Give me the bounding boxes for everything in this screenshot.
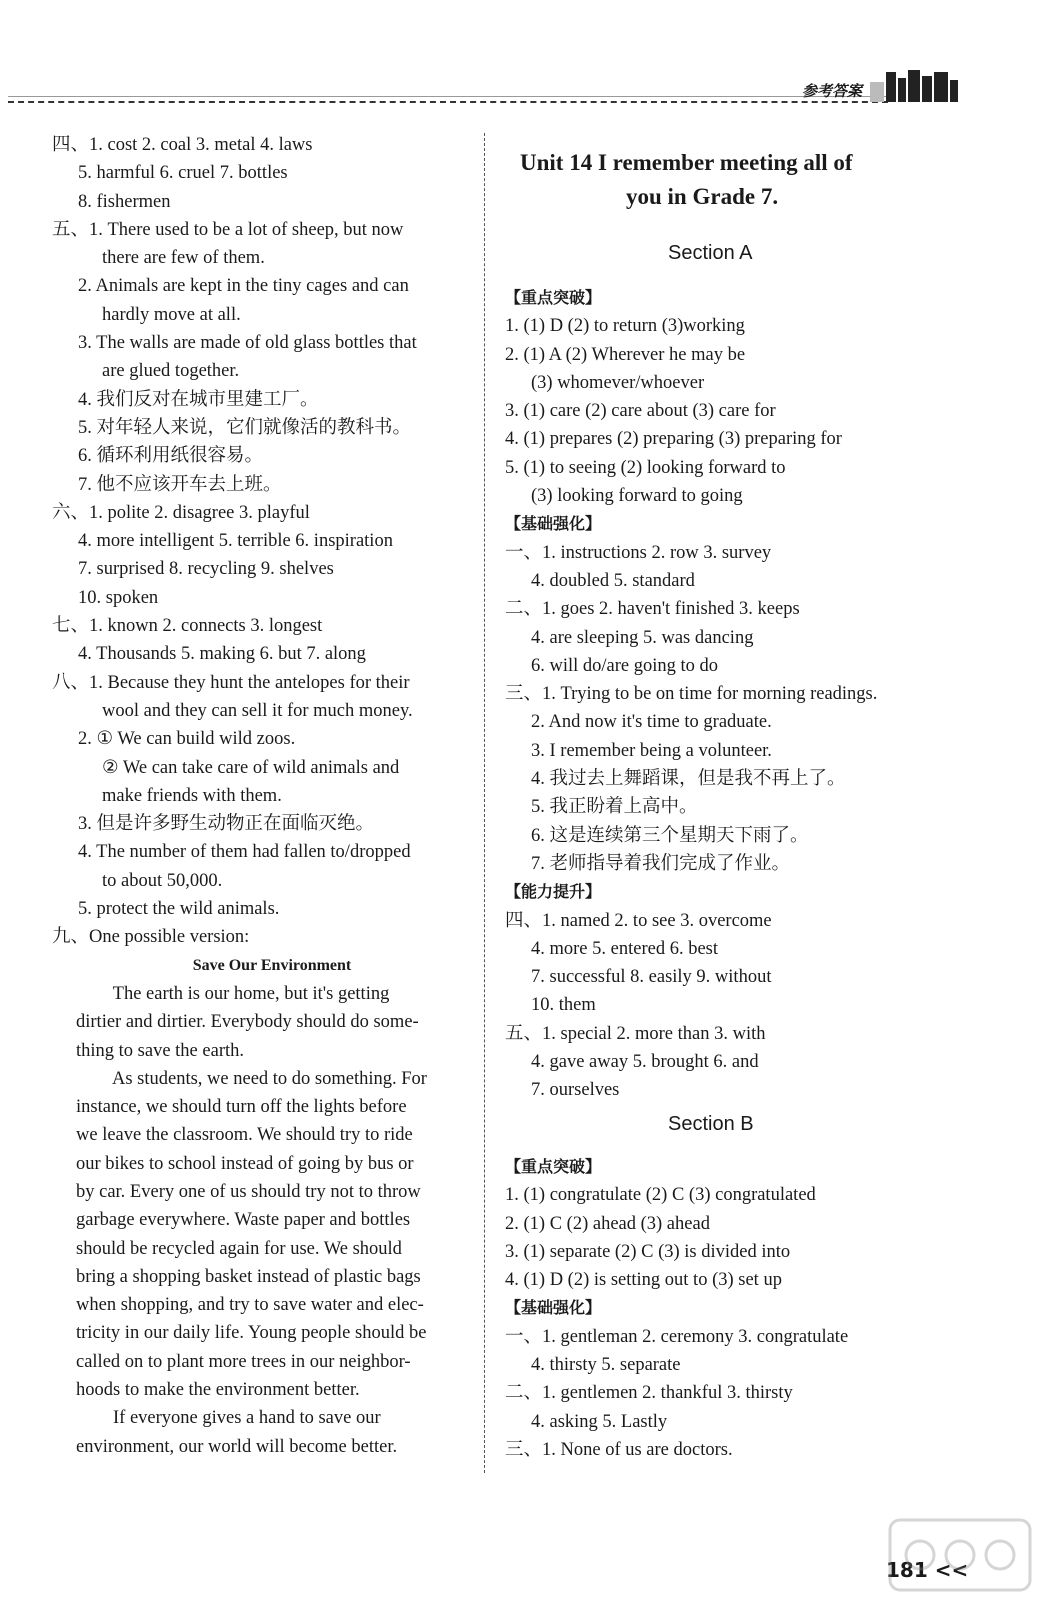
- answer-line: make friends with them.: [102, 785, 282, 806]
- section-a-answers: [505, 284, 935, 1105]
- answer-line: 一、1. gentleman 2. ceremony 3. congratulate: [505, 1326, 849, 1347]
- answer-line: 6. will do/are going to do: [531, 655, 719, 676]
- unit-title: [520, 146, 940, 214]
- essay-line: we leave the classroom. We should try to ride: [76, 1125, 413, 1146]
- essay-line: instance, we should turn off the lights before: [76, 1097, 407, 1118]
- right-column-b: [505, 1153, 935, 1464]
- answer-line: 4. The number of them had fallen to/dropped: [78, 842, 411, 863]
- answer-line: 5. harmful 6. cruel 7. bottles: [78, 163, 288, 184]
- answer-line: 4. (1) D (2) is setting out to (3) set up: [505, 1270, 782, 1291]
- answer-line: 八、1. Because they hunt the antelopes for their: [52, 672, 410, 693]
- answer-line: 1. (1) congratulate (2) C (3) congratulated: [505, 1185, 816, 1206]
- essay-line: thing to save the earth.: [76, 1040, 244, 1061]
- answer-line: there are few of them.: [102, 248, 265, 269]
- answer-line: 4. more 5. entered 6. best: [531, 938, 718, 959]
- essay-line: garbage everywhere. Waste paper and bottles: [76, 1210, 411, 1231]
- page-header: [0, 0, 1044, 110]
- answer-line: 3. 但是许多野生动物正在面临灭绝。: [78, 814, 375, 835]
- column-divider: [484, 133, 485, 1473]
- header-title: 参考答案: [802, 82, 863, 100]
- answer-line: 四、1. cost 2. coal 3. metal 4. laws: [52, 135, 313, 155]
- answer-line: 4. more intelligent 5. terrible 6. inspiration: [78, 531, 393, 552]
- essay-line: should be recycled again for use. We should: [76, 1238, 402, 1259]
- left-column: [52, 131, 472, 1461]
- section-a-title: Section A: [668, 242, 753, 264]
- answer-line: 7. ourselves: [531, 1080, 620, 1101]
- answer-line: 5. 对年轻人来说，它们就像活的教科书。: [78, 417, 412, 438]
- answer-line: 三、1. Trying to be on time for morning readings.: [505, 684, 878, 705]
- answer-line: 二、1. gentlemen 2. thankful 3. thirsty: [505, 1383, 793, 1404]
- answer-line: 5. 我正盼着上高中。: [531, 797, 698, 818]
- answer-line: 4. thirsty 5. separate: [531, 1355, 681, 1376]
- answer-line: 2. And now it's time to graduate.: [531, 712, 772, 733]
- watermark-logo: [880, 1510, 1040, 1600]
- essay-line: tricity in our daily life. Young people should be: [76, 1323, 427, 1344]
- answer-line: 10. them: [531, 995, 596, 1016]
- answer-line: 6. 循环利用纸很容易。: [78, 446, 264, 467]
- answer-line: 4. 我们反对在城市里建工厂。: [78, 389, 319, 410]
- answer-line: 3. (1) separate (2) C (3) is divided into: [505, 1241, 791, 1262]
- essay-line: As students, we need to do something. For: [76, 1068, 427, 1089]
- answer-line: (3) looking forward to going: [531, 486, 743, 507]
- header-logo-icon: [870, 68, 960, 104]
- essay-line: hoods to make the environment better.: [76, 1380, 360, 1401]
- essay-line: when shopping, and try to save water and elec-: [76, 1295, 424, 1316]
- essay-body: [76, 980, 472, 1461]
- answer-line: 六、1. polite 2. disagree 3. playful: [52, 502, 310, 523]
- section-tag: 【能力提升】: [505, 882, 602, 902]
- essay-line: dirtier and dirtier. Everybody should do some-: [76, 1012, 419, 1033]
- essay-line: The earth is our home, but it's getting: [76, 983, 390, 1004]
- unit-title-line2: you in Grade 7.: [626, 184, 779, 209]
- answer-line: 三、1. None of us are doctors.: [505, 1439, 733, 1460]
- answer-line: 一、1. instructions 2. row 3. survey: [505, 542, 772, 563]
- answer-line: to about 50,000.: [102, 870, 223, 891]
- answer-line: 4. are sleeping 5. was dancing: [531, 627, 754, 648]
- answer-line: 6. 这是连续第三个星期天下雨了。: [531, 825, 809, 846]
- section-b-answers: [505, 1153, 935, 1464]
- answer-line: 1. (1) D (2) to return (3)working: [505, 316, 745, 337]
- answer-line: 九、One possible version:: [52, 927, 250, 948]
- answer-line: 7. successful 8. easily 9. without: [531, 967, 772, 988]
- header-dashed-rule: [8, 101, 888, 103]
- answer-line: 四、1. named 2. to see 3. overcome: [505, 910, 772, 931]
- essay-line: environment, our world will become better.: [76, 1436, 398, 1457]
- answer-line: 4. doubled 5. standard: [531, 570, 695, 591]
- essay-line: by car. Every one of us should try not to throw: [76, 1181, 421, 1202]
- answer-line: 二、1. goes 2. haven't finished 3. keeps: [505, 599, 800, 620]
- section-tag: 【基础强化】: [505, 514, 602, 534]
- answer-line: 4. Thousands 5. making 6. but 7. along: [78, 644, 366, 665]
- answer-line: 五、1. special 2. more than 3. with: [505, 1023, 766, 1044]
- answer-line: 3. The walls are made of old glass bottles that: [78, 333, 417, 354]
- answer-line: 3. I remember being a volunteer.: [531, 740, 772, 761]
- answer-line: 4. asking 5. Lastly: [531, 1411, 668, 1432]
- answer-line: 4. 我过去上舞蹈课，但是我不再上了。: [531, 769, 846, 790]
- essay-title: Save Our Environment: [192, 956, 352, 974]
- answer-line: ② We can take care of wild animals and: [102, 757, 400, 778]
- page-number: 181 <<: [886, 1558, 969, 1582]
- essay-line: called on to plant more trees in our neighbor-: [76, 1351, 411, 1372]
- answer-line: 3. (1) care (2) care about (3) care for: [505, 401, 776, 422]
- essay-line: If everyone gives a hand to save our: [76, 1408, 381, 1429]
- right-column-a: [505, 284, 935, 1105]
- answer-line: 10. spoken: [78, 587, 159, 608]
- answer-line: 七、1. known 2. connects 3. longest: [52, 616, 323, 637]
- answer-line: 2. ① We can build wild zoos.: [78, 729, 296, 750]
- answer-line: 7. 他不应该开车去上班。: [78, 474, 282, 495]
- answer-line: 2. Animals are kept in the tiny cages and can: [78, 276, 409, 297]
- answer-line: 4. (1) prepares (2) preparing (3) preparing for: [505, 429, 842, 450]
- essay-line: our bikes to school instead of going by bus or: [76, 1153, 414, 1174]
- answer-line: 五、1. There used to be a lot of sheep, but now: [52, 219, 404, 240]
- answer-line: hardly move at all.: [102, 304, 241, 325]
- section-tag: 【基础强化】: [505, 1298, 602, 1318]
- answer-line: 4. gave away 5. brought 6. and: [531, 1052, 759, 1073]
- answer-line: wool and they can sell it for much money.: [102, 700, 413, 721]
- section-tag: 【重点突破】: [505, 1157, 602, 1176]
- answer-line: 2. (1) C (2) ahead (3) ahead: [505, 1213, 710, 1234]
- section-tag: 【重点突破】: [505, 288, 602, 307]
- answer-line: 8. fishermen: [78, 191, 171, 212]
- header-rule: [8, 96, 888, 97]
- left-answer-list: [52, 131, 472, 952]
- essay-line: bring a shopping basket instead of plastic bags: [76, 1266, 421, 1287]
- answer-line: (3) whomever/whoever: [531, 372, 705, 393]
- section-b-title: Section B: [668, 1113, 754, 1135]
- answer-line: 7. 老师指导着我们完成了作业。: [531, 853, 791, 874]
- answer-line: 5. (1) to seeing (2) looking forward to: [505, 457, 786, 478]
- answer-line: 5. protect the wild animals.: [78, 899, 280, 920]
- answer-line: are glued together.: [102, 361, 240, 382]
- unit-title-line1: Unit 14 I remember meeting all of: [520, 150, 853, 175]
- answer-line: 2. (1) A (2) Wherever he may be: [505, 344, 746, 365]
- answer-line: 7. surprised 8. recycling 9. shelves: [78, 559, 334, 580]
